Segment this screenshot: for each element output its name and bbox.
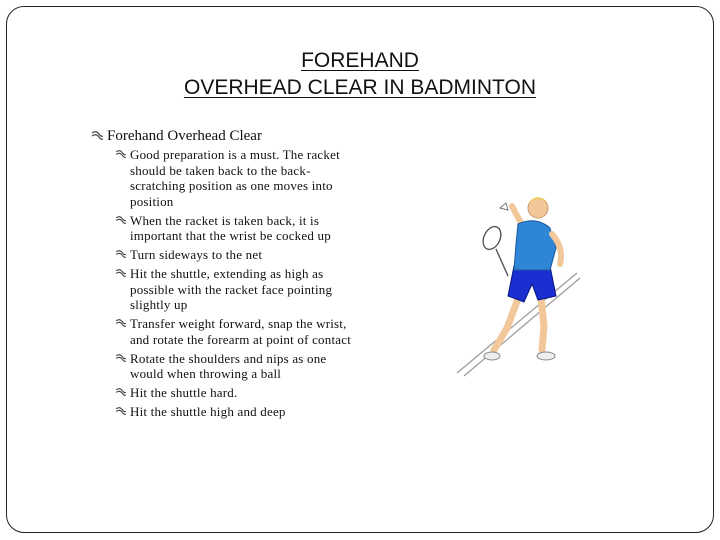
main-bullet	[91, 127, 361, 145]
list-item	[115, 385, 352, 401]
list-item-text: Rotate the shoulders and nips as one would when throwing a ball	[130, 350, 327, 381]
title-line-2: OVERHEAD CLEAR IN BADMINTON	[183, 76, 536, 99]
list-item	[115, 351, 352, 382]
bullet-list	[91, 127, 361, 423]
sub-bullet-list	[91, 147, 361, 420]
list-item-text: Hit the shuttle hard.	[130, 385, 238, 400]
bullet-icon	[115, 269, 127, 277]
slide-title	[0, 47, 720, 101]
bullet-icon	[91, 131, 104, 140]
list-item	[115, 316, 352, 347]
list-item	[115, 266, 352, 313]
list-item-text: Transfer weight forward, snap the wrist, and rotate the forearm at point of contact	[130, 316, 352, 347]
list-item	[115, 213, 352, 244]
list-item	[115, 147, 352, 209]
bullet-icon	[115, 216, 127, 224]
shirt	[514, 221, 556, 270]
shorts	[508, 266, 556, 302]
list-item	[115, 247, 352, 263]
list-item	[115, 404, 352, 420]
shuttle	[500, 203, 508, 210]
list-item-text: Hit the shuttle high and deep	[130, 404, 286, 419]
list-item-text: Turn sideways to the net	[130, 247, 263, 262]
title-line-1: FOREHAND	[301, 49, 419, 72]
bullet-icon	[115, 319, 127, 327]
bullet-icon	[115, 250, 127, 258]
bullet-icon	[115, 150, 127, 158]
list-item-text: Good preparation is a must. The racket should be taken back to the back-scratching position as one moves into position	[130, 147, 340, 209]
list-item-text: Hit the shuttle, extending as high as possible with the racket face pointing slightly up	[130, 266, 333, 312]
list-item-text: When the racket is taken back, it is important that the wrist be cocked up	[130, 212, 331, 243]
bullet-icon	[115, 407, 127, 415]
bullet-icon	[115, 388, 127, 396]
badminton-player-illustration	[452, 178, 582, 378]
main-bullet-text: Forehand Overhead Clear	[107, 128, 262, 144]
bullet-icon	[115, 354, 127, 362]
racket-head	[480, 224, 505, 253]
